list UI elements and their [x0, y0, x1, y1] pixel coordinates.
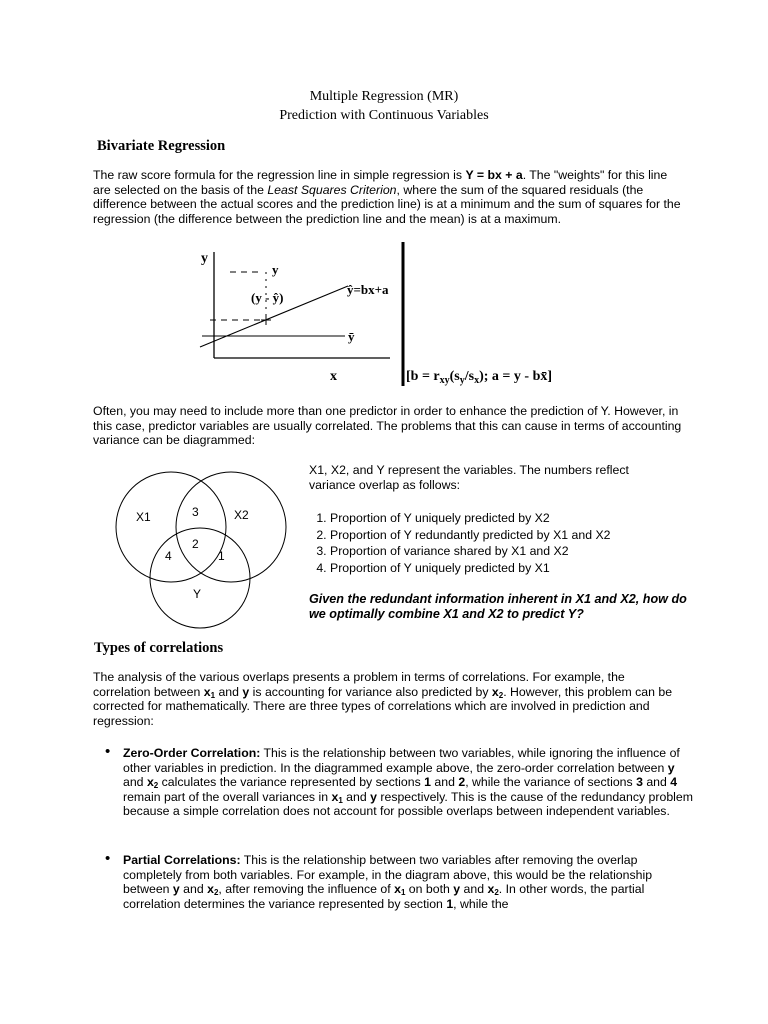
prediction-line-label: ŷ=bx+a	[347, 282, 389, 297]
text-run: . However, this problem can be corrected for mathematically. There are three types of correlations which are involved in prediction and regression:	[93, 684, 673, 728]
actual-point-label: y	[272, 262, 279, 277]
var-x: x	[146, 775, 154, 790]
subscript: 2	[498, 690, 504, 700]
var-y: y	[453, 882, 461, 897]
var-x: x	[203, 684, 211, 699]
section-ref: 1	[424, 775, 431, 790]
text-run: . The "weights" for this line are selected on the basis of the	[93, 168, 668, 197]
paragraph-correlations	[93, 670, 683, 728]
var-y: y	[667, 760, 675, 775]
section-heading-correlations: Types of correlations	[94, 640, 224, 656]
regression-diagram	[190, 240, 600, 390]
x1-circle	[116, 472, 226, 582]
mean-label: ȳ	[348, 329, 355, 344]
section-ref: 1	[446, 896, 454, 911]
paragraph-predictors: Often, you may need to include more than one predictor in order to enhance the prediction of Y. However, in this case, predictor variables are usually correlated. The problems that this can cause in terms of accounting variance can be diagrammed:	[93, 404, 682, 448]
section-ref: 3	[636, 775, 643, 790]
venn-region-2: 2	[192, 537, 199, 551]
venn-label-y: Y	[193, 587, 202, 601]
doc-title: Multiple Regression (MR)	[309, 89, 459, 104]
text-run: , while the	[453, 896, 509, 911]
doc-subtitle: Prediction with Continuous Variables	[279, 108, 489, 123]
text-run: This is the relationship between two variables, while ignoring the influence of other variables in prediction. In the diagrammed example above, the zero-order correlation between	[123, 746, 680, 775]
list-item: 4. Proportion of Y uniquely predicted by X1	[330, 560, 710, 577]
text-run: The raw score formula for the regression line in simple regression is	[93, 168, 466, 182]
venn-label-x1: X1	[136, 510, 151, 524]
text-run: This is the relationship between two variables after removing the overlap completely from both variables. For example, in the diagram above, this would be the relationship between	[123, 853, 653, 897]
var-y: y	[370, 789, 377, 804]
text-run: and	[342, 789, 371, 804]
var-x: x	[331, 789, 339, 804]
venn-question: Given the redundant information inherent in X1 and X2, how do we optimally combine X1 and X2 to predict Y?	[309, 592, 687, 622]
text-run: respectively. This is the cause of the redundancy problem because a simple correlation does not account for possible overlaps between independent variables.	[123, 789, 693, 819]
y-circle	[150, 528, 250, 628]
least-squares-term: Least Squares Criterion	[267, 182, 397, 197]
text-run: calculates the variance represented by sections	[158, 775, 425, 790]
section-ref: 2	[458, 775, 466, 790]
term: Zero-Order Correlation:	[123, 746, 261, 760]
subscript: 2	[213, 888, 219, 898]
residual-label: (y - ŷ)	[251, 290, 284, 305]
subscript: 1	[400, 888, 406, 898]
text-run: remain part of the overall variances in	[123, 789, 332, 804]
text-run: and	[179, 882, 208, 897]
text-run: . In other words, the partial correlation determines the variance represented by section	[123, 882, 645, 911]
var-x: x	[207, 882, 214, 897]
text-run: The analysis of the various overlaps presents a problem in terms of correlations. For example, the correlation between	[93, 670, 625, 699]
text-run: and	[430, 775, 459, 790]
text-run: is accounting for variance also predicted by	[249, 684, 492, 699]
list-item: 2. Proportion of Y redundantly predicted by X1 and X2	[330, 527, 710, 544]
list-item: 1. Proportion of Y uniquely predicted by X2	[330, 510, 710, 527]
text-run: and	[123, 775, 147, 790]
var-y: y	[172, 882, 180, 897]
bullet-zero-order	[102, 746, 693, 819]
venn-region-3: 3	[192, 505, 199, 519]
overlap-list	[308, 510, 710, 576]
section-ref: 4	[670, 775, 678, 790]
paragraph-bivariate	[93, 168, 683, 226]
list-item	[123, 853, 693, 911]
term: Partial Correlations:	[123, 853, 241, 867]
venn-region-4: 4	[165, 549, 172, 563]
var-x: x	[394, 882, 401, 897]
venn-region-1: 1	[218, 549, 225, 563]
subscript: 1	[338, 795, 343, 805]
list-item: 3. Proportion of variance shared by X1 and X2	[330, 543, 710, 560]
var-x: x	[487, 882, 495, 897]
section-heading-bivariate: Bivariate Regression	[97, 138, 226, 154]
subscript: 1	[210, 690, 216, 700]
text-run: and	[642, 775, 671, 790]
bullet-partial	[102, 853, 693, 911]
subscript: 2	[494, 888, 499, 898]
var-x: x	[491, 684, 499, 699]
text-run: and	[460, 882, 488, 897]
venn-label-x2: X2	[234, 508, 249, 522]
regression-formula: Y = bx + a	[465, 168, 523, 182]
text-run: , while the variance of sections	[465, 775, 637, 790]
list-item	[123, 746, 693, 819]
text-run: on both	[405, 882, 454, 897]
y-axis-label: y	[201, 251, 208, 266]
subscript: 2	[153, 781, 159, 791]
var-y: y	[242, 684, 250, 699]
text-run: , after removing the influence of	[218, 882, 395, 897]
text-run: , where the sum of the squared residuals (the difference between the actual scores and the prediction line) is at a minimum and the sum of squares for the regression (the difference between the prediction line and the mean) is at a maximum.	[93, 182, 681, 226]
x2-circle	[176, 472, 286, 582]
x-axis-label: x	[330, 369, 337, 384]
venn-diagram	[105, 468, 305, 636]
venn-intro: X1, X2, and Y represent the variables. The numbers reflect variance overlap as follows:	[309, 463, 629, 492]
text-run: and	[215, 684, 243, 699]
slope-intercept-formula: [$b = r_{xy}(s_y/s_x)$; a = y - bx̄]	[406, 369, 553, 386]
